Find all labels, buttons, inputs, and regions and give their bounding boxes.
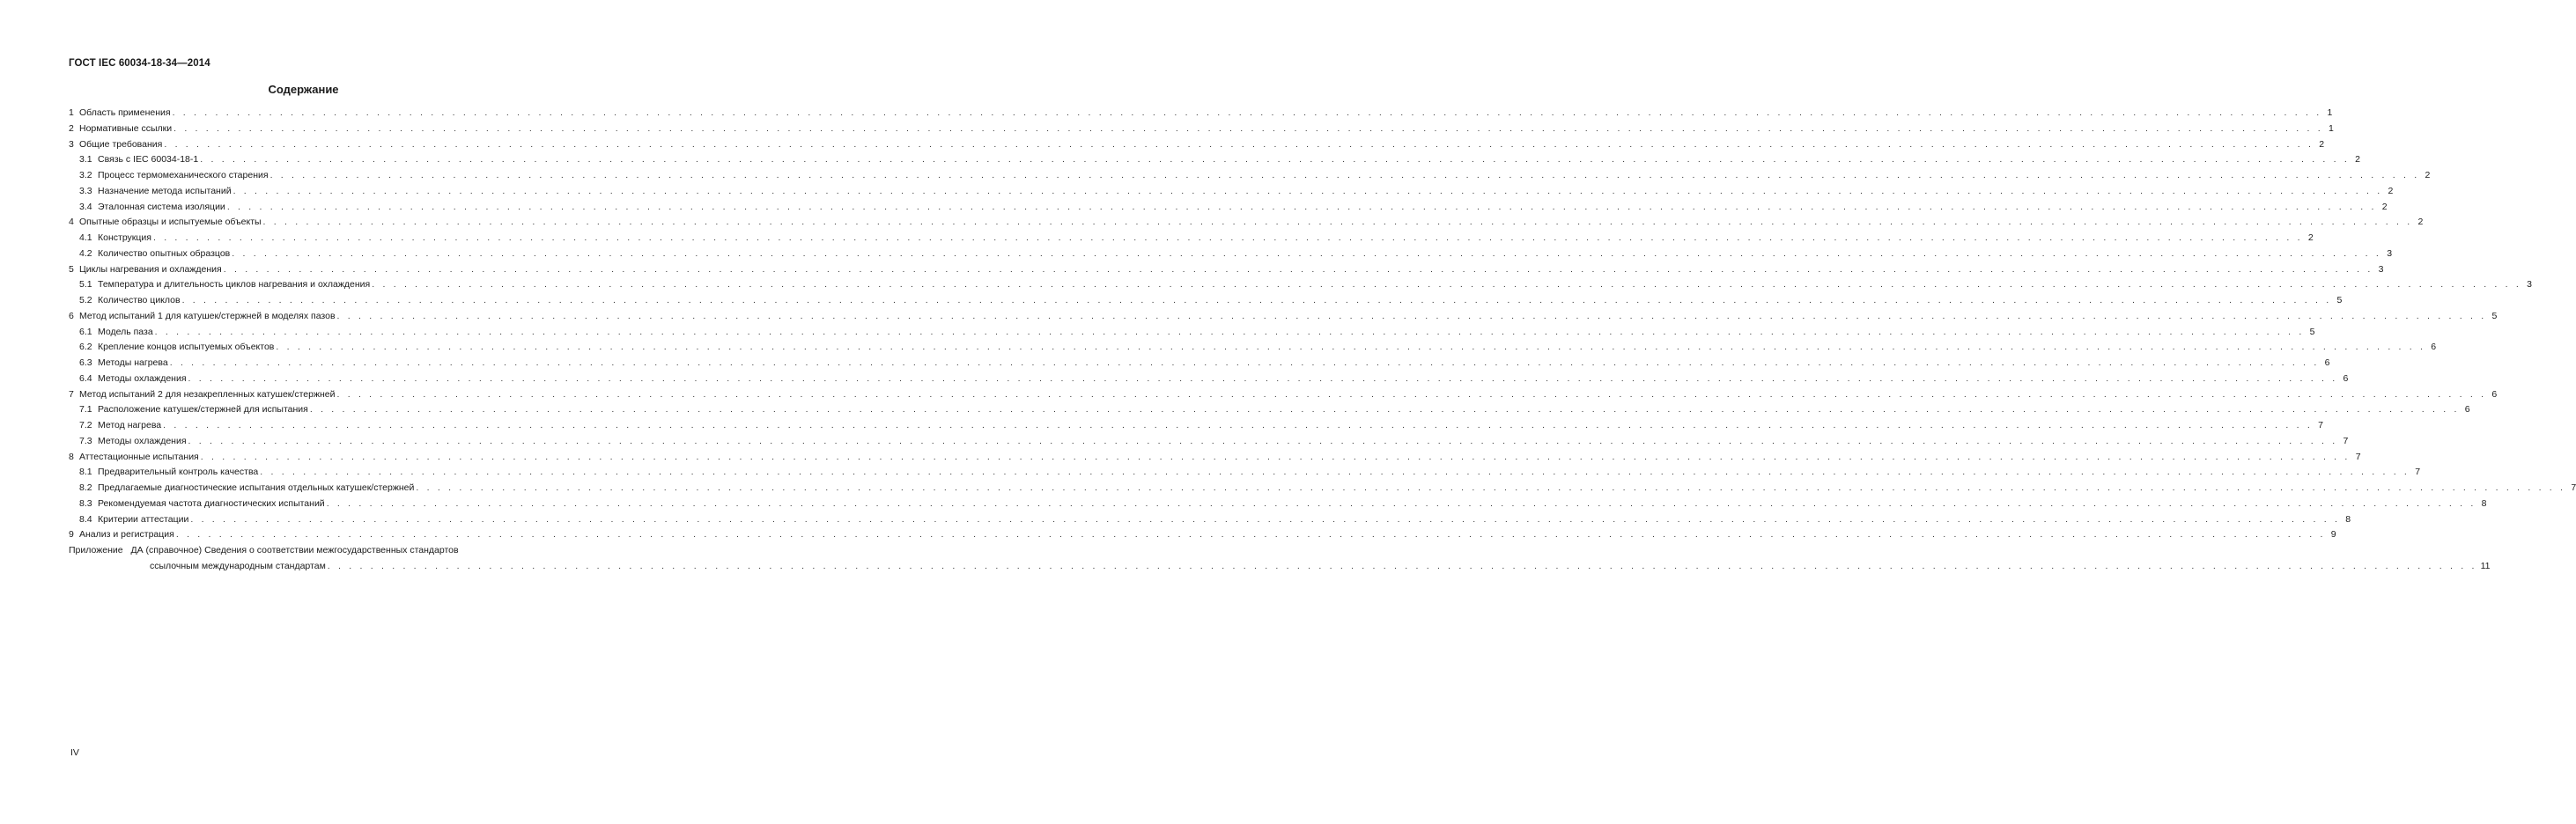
toc-entry-number: 4.2 (79, 247, 92, 259)
toc-entry-page: 1 (2329, 122, 2334, 134)
toc-entry-label: Методы нагрева (98, 357, 168, 368)
leader-dots: . . . . . . . . . . . . . . . . . . . . . . . . . . . . . . . . . . . . . . . . . . . . . . . . . . . . . . . . . . . . . . . . . . . . . . . . . . . . . . . . . . . . . . . . . . . . . . . . . . . . . . . . . . . . . . . . . . . . . . . . . . . . . . . . . . . . . . . . . . . . . . . . . . . . . . . . . . . . . . . . . . . . . . . . . . . . . . . . . . . . . . . . . . . . . . . . . . . . . . . . (269, 170, 2420, 180)
toc-entry-page: 6 (2491, 388, 2498, 400)
toc-entry-label: Циклы нагревания и охлаждения (79, 263, 222, 275)
toc-entry-number: 6.2 (79, 342, 92, 353)
toc-annex-line2 (69, 560, 2491, 577)
toc-entry (69, 467, 2421, 482)
toc-entry-number: 8 (69, 451, 74, 462)
toc-entry (69, 279, 2533, 295)
toc-entry-label: Связь с IEC 60034-18-1 (98, 154, 199, 166)
toc-entry-number: 3.4 (79, 201, 92, 212)
toc-entry-number: 9 (69, 529, 74, 541)
toc-entry (69, 217, 2424, 232)
annex-title-line2: ссылочным международным стандартам (150, 560, 326, 571)
toc-entry-number: 2 (69, 122, 74, 134)
toc-entry-page: 2 (2355, 154, 2361, 166)
annex-title-line1: Сведения о соответствии межгосударственных стандартов (204, 545, 459, 555)
leader-dots: . . . . . . . . . . . . . . . . . . . . . . . . . . . . . . . . . . . . . . . . . . . . . . . . . . . . . . . . . . . . . . . . . . . . . . . . . . . . . . . . . . . . . . . . . . . . . . . . . . . . . . . . . . . . . . . . . . . . . . . . . . . . . . . . . . . . . . . . . . . . . . . . . . . . . . . . . . . . . . . . . . . . . . . . . . . . . . . . . . . . . . . . . . . . . . . . . . . . . . . . (327, 560, 2477, 571)
leader-dots: . . . . . . . . . . . . . . . . . . . . . . . . . . . . . . . . . . . . . . . . . . . . . . . . . . . . . . . . . . . . . . . . . . . . . . . . . . . . . . . . . . . . . . . . . . . . . . . . . . . . . . . . . . . . . . . . . . . . . . . . . . . . . . . . . . . . . . . . . . . . . . . . . . . . . . . . . . . . . . . . . . . . . . . . . . . . . . . . . . . . . . . . . . . . . . . . . . . . . . . . (152, 232, 2303, 243)
toc-entry (69, 154, 2361, 170)
toc-entry-page: 2 (2417, 217, 2424, 228)
toc-entry-label: Опытные образцы и испытуемые объекты (79, 217, 262, 228)
toc-entry-number: 8.1 (79, 467, 92, 478)
toc-entry (69, 122, 2334, 139)
toc-entry-page: 3 (2527, 279, 2533, 291)
toc-entry-page: 6 (2431, 342, 2437, 353)
toc-entry-label: Количество циклов (98, 295, 181, 305)
toc-entry-number: 7 (69, 388, 74, 400)
toc-entry (69, 435, 2349, 452)
toc-entry (69, 497, 2487, 514)
toc-entry-label: Температура и длительность циклов нагревания и охлаждения (98, 279, 371, 291)
toc-entry (69, 372, 2349, 389)
toc-entry-label: Процесс термомеханического старения (98, 170, 269, 180)
toc-entry-page: 9 (2330, 529, 2336, 541)
leader-dots: . . . . . . . . . . . . . . . . . . . . . . . . . . . . . . . . . . . . . . . . . . . . . . . . . . . . . . . . . . . . . . . . . . . . . . . . . . . . . . . . . . . . . . . . . . . . . . . . . . . . . . . . . . . . . . . . . . . . . . . . . . . . . . . . . . . . . . . . . . . . . . . . . . . . . . . . . . . . . . . . . . . . . . . . . . . . . . . . . . . . . . . . . . . . . . . . . . . . . . . . (372, 279, 2522, 291)
leader-dots: . . . . . . . . . . . . . . . . . . . . . . . . . . . . . . . . . . . . . . . . . . . . . . . . . . . . . . . . . . . . . . . . . . . . . . . . . . . . . . . . . . . . . . . . . . . . . . . . . . . . . . . . . . . . . . . . . . . . . . . . . . . . . . . . . . . . . . . . . . . . . . . . . . . . . . . . . . . . . . . . . . . . . . . . . . . . . . . . . . . . . . . . . . . . . . . . . . . . . . . . (154, 326, 2305, 337)
document-header: ГОСТ IEC 60034-18-34—2014 (69, 58, 210, 69)
toc-entry (69, 420, 2323, 436)
toc-annex (69, 545, 541, 561)
toc-entry-page: 7 (2571, 482, 2576, 493)
toc-entry-label: Предварительный контроль качества (98, 467, 259, 478)
leader-dots: . . . . . . . . . . . . . . . . . . . . . . . . . . . . . . . . . . . . . . . . . . . . . . . . . . . . . . . . . . . . . . . . . . . . . . . . . . . . . . . . . . . . . . . . . . . . . . . . . . . . . . . . . . . . . . . . . . . . . . . . . . . . . . . . . . . . . . . . . . . . . . . . . . . . . . . . . . . . . . . . . . . . . . . . . . . . . . . . . . . . . . . . . . . . . . . . . . . . . . . . (175, 529, 2326, 541)
toc-entry (69, 529, 2336, 545)
leader-dots: . . . . . . . . . . . . . . . . . . . . . . . . . . . . . . . . . . . . . . . . . . . . . . . . . . . . . . . . . . . . . . . . . . . . . . . . . . . . . . . . . . . . . . . . . . . . . . . . . . . . . . . . . . . . . . . . . . . . . . . . . . . . . . . . . . . . . . . . . . . . . . . . . . . . . . . . . . . . . . . . . . . . . . . . . . . . . . . . . . . . . . . . . . . . . . . . . . . . . . . . (200, 154, 2351, 166)
annex-designation: ДА (справочное) (130, 545, 203, 555)
leader-dots: . . . . . . . . . . . . . . . . . . . . . . . . . . . . . . . . . . . . . . . . . . . . . . . . . . . . . . . . . . . . . . . . . . . . . . . . . . . . . . . . . . . . . . . . . . . . . . . . . . . . . . . . . . . . . . . . . . . . . . . . . . . . . . . . . . . . . . . . . . . . . . . . . . . . . . . . . . . . . . . . . . . . . . . . . . . . . . . . . . . . . . . . . . . . . . . . . . . . . . . . (163, 420, 2313, 430)
toc-entry (69, 170, 2431, 186)
toc-entry-page: 8 (2345, 513, 2351, 525)
toc-entry-number: 8.4 (79, 513, 92, 525)
toc-entry-page: 2 (2425, 170, 2431, 180)
toc-entry (69, 247, 2393, 264)
toc-entry-page: 3 (2387, 247, 2393, 259)
leader-dots: . . . . . . . . . . . . . . . . . . . . . . . . . . . . . . . . . . . . . . . . . . . . . . . . . . . . . . . . . . . . . . . . . . . . . . . . . . . . . . . . . . . . . . . . . . . . . . . . . . . . . . . . . . . . . . . . . . . . . . . . . . . . . . . . . . . . . . . . . . . . . . . . . . . . . . . . . . . . . . . . . . . . . . . . . . . . . . . . . . . . . . . . . . . . . . . . . . . . . . . . (336, 388, 2487, 400)
leader-dots: . . . . . . . . . . . . . . . . . . . . . . . . . . . . . . . . . . . . . . . . . . . . . . . . . . . . . . . . . . . . . . . . . . . . . . . . . . . . . . . . . . . . . . . . . . . . . . . . . . . . . . . . . . . . . . . . . . . . . . . . . . . . . . . . . . . . . . . . . . . . . . . . . . . . . . . . . . . . . . . . . . . . . . . . . . . . . . . . . . . . . . . . . . . . . . . . . . . . . . . . (276, 342, 2426, 353)
leader-dots: . . . . . . . . . . . . . . . . . . . . . . . . . . . . . . . . . . . . . . . . . . . . . . . . . . . . . . . . . . . . . . . . . . . . . . . . . . . . . . . . . . . . . . . . . . . . . . . . . . . . . . . . . . . . . . . . . . . . . . . . . . . . . . . . . . . . . . . . . . . . . . . . . . . . . . . . . . . . . . . . . . . . . . . . . . . . . . . . . . . . . . . . . . . . . . . . . . . . . . . . (233, 185, 2383, 196)
toc-entry-page: 1 (2327, 107, 2333, 118)
toc-entry-label: Анализ и регистрация (79, 529, 174, 541)
toc-entry-label: Общие требования (79, 138, 163, 150)
leader-dots: . . . . . . . . . . . . . . . . . . . . . . . . . . . . . . . . . . . . . . . . . . . . . . . . . . . . . . . . . . . . . . . . . . . . . . . . . . . . . . . . . . . . . . . . . . . . . . . . . . . . . . . . . . . . . . . . . . . . . . . . . . . . . . . . . . . . . . . . . . . . . . . . . . . . . . . . . . . . . . . . . . . . . . . . . . . . . . . . . . . . . . . . . . . . . . . . . . . . . . . . (262, 217, 2413, 228)
toc-entry-page: 5 (2336, 295, 2343, 305)
toc-entry (69, 232, 2314, 248)
leader-dots: . . . . . . . . . . . . . . . . . . . . . . . . . . . . . . . . . . . . . . . . . . . . . . . . . . . . . . . . . . . . . . . . . . . . . . . . . . . . . . . . . . . . . . . . . . . . . . . . . . . . . . . . . . . . . . . . . . . . . . . . . . . . . . . . . . . . . . . . . . . . . . . . . . . . . . . . . . . . . . . . . . . . . . . . . . . . . . . . . . . . . . . . . . . . . . . . . . . . . . . . (188, 372, 2338, 384)
toc-entry (69, 388, 2498, 405)
toc-entry-label: Конструкция (98, 232, 151, 243)
toc-entry-page: 2 (2381, 201, 2388, 212)
toc-entry-page: 2 (2307, 232, 2314, 243)
leader-dots: . . . . . . . . . . . . . . . . . . . . . . . . . . . . . . . . . . . . . . . . . . . . . . . . . . . . . . . . . . . . . . . . . . . . . . . . . . . . . . . . . . . . . . . . . . . . . . . . . . . . . . . . . . . . . . . . . . . . . . . . . . . . . . . . . . . . . . . . . . . . . . . . . . . . . . . . . . . . . . . . . . . . . . . . . . . . . . . . . . . . . . . . . . . . . . . . . . . . . . . . (232, 247, 2382, 259)
toc-entry-page: 7 (2355, 451, 2361, 462)
toc-entry-label: Область применения (79, 107, 171, 118)
toc-entry-label: Методы охлаждения (98, 372, 187, 384)
toc-title: Содержание (268, 83, 339, 96)
toc-entry (69, 201, 2388, 217)
leader-dots: . . . . . . . . . . . . . . . . . . . . . . . . . . . . . . . . . . . . . . . . . . . . . . . . . . . . . . . . . . . . . . . . . . . . . . . . . . . . . . . . . . . . . . . . . . . . . . . . . . . . . . . . . . . . . . . . . . . . . . . . . . . . . . . . . . . . . . . . . . . . . . . . . . . . . . . . . . . . . . . . . . . . . . . . . . . . . . . . . . . . . . . . . . . . . . . . . . . . . . . . (181, 295, 2332, 305)
toc-entry (69, 310, 2498, 327)
toc-entry-number: 5 (69, 263, 74, 275)
toc-entry-number: 3 (69, 138, 74, 150)
toc-entry-label: Предлагаемые диагностические испытания отдельных катушек/стержней (98, 482, 415, 493)
leader-dots: . . . . . . . . . . . . . . . . . . . . . . . . . . . . . . . . . . . . . . . . . . . . . . . . . . . . . . . . . . . . . . . . . . . . . . . . . . . . . . . . . . . . . . . . . . . . . . . . . . . . . . . . . . . . . . . . . . . . . . . . . . . . . . . . . . . . . . . . . . . . . . . . . . . . . . . . . . . . . . . . . . . . . . . . . . . . . . . . . . . . . . . . . . . . . . . . . . . . . . . . (416, 482, 2566, 493)
leader-dots: . . . . . . . . . . . . . . . . . . . . . . . . . . . . . . . . . . . . . . . . . . . . . . . . . . . . . . . . . . . . . . . . . . . . . . . . . . . . . . . . . . . . . . . . . . . . . . . . . . . . . . . . . . . . . . . . . . . . . . . . . . . . . . . . . . . . . . . . . . . . . . . . . . . . . . . . . . . . . . . . . . . . . . . . . . . . . . . . . . . . . . . . . . . . . . . . . . . . . . . . (164, 138, 2314, 150)
annex-prefix: Приложение (69, 545, 123, 555)
toc-entry (69, 451, 2361, 467)
toc-entry (69, 138, 2325, 155)
toc-entry-page: 6 (2464, 404, 2470, 416)
toc-entry-label: Модель паза (98, 326, 153, 337)
toc-entry (69, 342, 2437, 357)
toc-entry (69, 263, 2384, 280)
leader-dots: . . . . . . . . . . . . . . . . . . . . . . . . . . . . . . . . . . . . . . . . . . . . . . . . . . . . . . . . . . . . . . . . . . . . . . . . . . . . . . . . . . . . . . . . . . . . . . . . . . . . . . . . . . . . . . . . . . . . . . . . . . . . . . . . . . . . . . . . . . . . . . . . . . . . . . . . . . . . . . . . . . . . . . . . . . . . . . . . . . . . . . . . . . . . . . . . . . . . . . . . (326, 497, 2476, 509)
annex-page: 11 (2480, 560, 2491, 571)
toc-entry (69, 295, 2343, 311)
leader-dots: . . . . . . . . . . . . . . . . . . . . . . . . . . . . . . . . . . . . . . . . . . . . . . . . . . . . . . . . . . . . . . . . . . . . . . . . . . . . . . . . . . . . . . . . . . . . . . . . . . . . . . . . . . . . . . . . . . . . . . . . . . . . . . . . . . . . . . . . . . . . . . . . . . . . . . . . . . . . . . . . . . . . . . . . . . . . . . . . . . . . . . . . . . . . . . . . . . . . . . . . (190, 513, 2341, 525)
leader-dots: . . . . . . . . . . . . . . . . . . . . . . . . . . . . . . . . . . . . . . . . . . . . . . . . . . . . . . . . . . . . . . . . . . . . . . . . . . . . . . . . . . . . . . . . . . . . . . . . . . . . . . . . . . . . . . . . . . . . . . . . . . . . . . . . . . . . . . . . . . . . . . . . . . . . . . . . . . . . . . . . . . . . . . . . . . . . . . . . . . . . . . . . . . . . . . . . . . . . . . . . (226, 201, 2377, 212)
toc-entry-label: Методы охлаждения (98, 435, 187, 446)
toc-entry-label: Расположение катушек/стержней для испытания (98, 404, 308, 416)
toc-entry-label: Нормативные ссылки (79, 122, 173, 134)
toc-entry (69, 513, 2351, 530)
toc-entry-page: 6 (2343, 372, 2349, 384)
toc-entry (69, 482, 2576, 498)
toc-entry-page: 5 (2309, 326, 2315, 337)
toc-entry-label: Аттестационные испытания (79, 451, 199, 462)
toc-entry (69, 357, 2330, 373)
toc-entry-label: Метод испытаний 2 для незакрепленных катушек/стержней (79, 388, 336, 400)
toc-entry-number: 6 (69, 310, 74, 321)
toc-entry-label: Рекомендуемая частота диагностических испытаний (98, 497, 325, 509)
toc-entry-label: Крепление концов испытуемых объектов (98, 342, 275, 353)
toc-entry-label: Метод испытаний 1 для катушек/стержней в моделях пазов (79, 310, 336, 321)
toc-entry-label: Количество опытных образцов (98, 247, 231, 259)
toc-entry-number: 8.3 (79, 497, 92, 509)
toc-entry-number: 3.1 (79, 154, 92, 166)
toc-entry-number: 3.2 (79, 170, 92, 180)
toc-entry-number: 3.3 (79, 185, 92, 196)
leader-dots: . . . . . . . . . . . . . . . . . . . . . . . . . . . . . . . . . . . . . . . . . . . . . . . . . . . . . . . . . . . . . . . . . . . . . . . . . . . . . . . . . . . . . . . . . . . . . . . . . . . . . . . . . . . . . . . . . . . . . . . . . . . . . . . . . . . . . . . . . . . . . . . . . . . . . . . . . . . . . . . . . . . . . . . . . . . . . . . . . . . . . . . . . . . . . . . . . . . . . . . . (173, 122, 2323, 134)
toc-entry-number: 7.2 (79, 420, 92, 430)
toc-entry-page: 2 (2388, 185, 2394, 196)
toc-entry (69, 107, 2333, 123)
toc-entry-number: 6.1 (79, 326, 92, 337)
toc-entry-number: 4.1 (79, 232, 92, 243)
toc-entry-page: 3 (2378, 263, 2384, 275)
leader-dots: . . . . . . . . . . . . . . . . . . . . . . . . . . . . . . . . . . . . . . . . . . . . . . . . . . . . . . . . . . . . . . . . . . . . . . . . . . . . . . . . . . . . . . . . . . . . . . . . . . . . . . . . . . . . . . . . . . . . . . . . . . . . . . . . . . . . . . . . . . . . . . . . . . . . . . . . . . . . . . . . . . . . . . . . . . . . . . . . . . . . . . . . . . . . . . . . . . . . . . . . (260, 467, 2410, 478)
leader-dots: . . . . . . . . . . . . . . . . . . . . . . . . . . . . . . . . . . . . . . . . . . . . . . . . . . . . . . . . . . . . . . . . . . . . . . . . . . . . . . . . . . . . . . . . . . . . . . . . . . . . . . . . . . . . . . . . . . . . . . . . . . . . . . . . . . . . . . . . . . . . . . . . . . . . . . . . . . . . . . . . . . . . . . . . . . . . . . . . . . . . . . . . . . . . . . . . . . . . . . . . (309, 404, 2460, 416)
page-number: IV (70, 747, 79, 758)
toc-entry (69, 326, 2315, 342)
leader-dots: . . . . . . . . . . . . . . . . . . . . . . . . . . . . . . . . . . . . . . . . . . . . . . . . . . . . . . . . . . . . . . . . . . . . . . . . . . . . . . . . . . . . . . . . . . . . . . . . . . . . . . . . . . . . . . . . . . . . . . . . . . . . . . . . . . . . . . . . . . . . . . . . . . . . . . . . . . . . . . . . . . . . . . . . . . . . . . . . . . . . . . . . . . . . . . . . . . . . . . . . (200, 451, 2351, 462)
leader-dots: . . . . . . . . . . . . . . . . . . . . . . . . . . . . . . . . . . . . . . . . . . . . . . . . . . . . . . . . . . . . . . . . . . . . . . . . . . . . . . . . . . . . . . . . . . . . . . . . . . . . . . . . . . . . . . . . . . . . . . . . . . . . . . . . . . . . . . . . . . . . . . . . . . . . . . . . . . . . . . . . . . . . . . . . . . . . . . . . . . . . . . . . . . . . . . . . . . . . . . . . (188, 435, 2338, 446)
toc-entry-page: 7 (2343, 435, 2349, 446)
toc-entry-page: 6 (2324, 357, 2330, 368)
toc-entry (69, 185, 2394, 202)
toc-entry-label: Эталонная система изоляции (98, 201, 225, 212)
leader-dots: . . . . . . . . . . . . . . . . . . . . . . . . . . . . . . . . . . . . . . . . . . . . . . . . . . . . . . . . . . . . . . . . . . . . . . . . . . . . . . . . . . . . . . . . . . . . . . . . . . . . . . . . . . . . . . . . . . . . . . . . . . . . . . . . . . . . . . . . . . . . . . . . . . . . . . . . . . . . . . . . . . . . . . . . . . . . . . . . . . . . . . . . . . . . . . . . . . . . . . . . (336, 310, 2487, 321)
toc-entry-page: 7 (2415, 467, 2421, 478)
table-of-contents (69, 107, 2576, 577)
toc-entry-label: Критерии аттестации (98, 513, 189, 525)
toc-entry-number: 7.1 (79, 404, 92, 416)
toc-entry-page: 2 (2319, 138, 2325, 150)
toc-entry-label: Метод нагрева (98, 420, 162, 430)
toc-entry-number: 6.3 (79, 357, 92, 368)
toc-entry-page: 7 (2318, 420, 2323, 430)
toc-entry-number: 6.4 (79, 372, 92, 384)
toc-entry-label: Назначение метода испытаний (98, 185, 232, 196)
leader-dots: . . . . . . . . . . . . . . . . . . . . . . . . . . . . . . . . . . . . . . . . . . . . . . . . . . . . . . . . . . . . . . . . . . . . . . . . . . . . . . . . . . . . . . . . . . . . . . . . . . . . . . . . . . . . . . . . . . . . . . . . . . . . . . . . . . . . . . . . . . . . . . . . . . . . . . . . . . . . . . . . . . . . . . . . . . . . . . . . . . . . . . . . . . . . . . . . . . . . . . . . (169, 357, 2320, 368)
toc-entry-number: 8.2 (79, 482, 92, 493)
toc-entry-page: 8 (2481, 497, 2487, 509)
leader-dots: . . . . . . . . . . . . . . . . . . . . . . . . . . . . . . . . . . . . . . . . . . . . . . . . . . . . . . . . . . . . . . . . . . . . . . . . . . . . . . . . . . . . . . . . . . . . . . . . . . . . . . . . . . . . . . . . . . . . . . . . . . . . . . . . . . . . . . . . . . . . . . . . . . . . . . . . . . . . . . . . . . . . . . . . . . . . . . . . . . . . . . . . . . . . . . . . . . . . . . . . (172, 107, 2322, 118)
toc-entry (69, 404, 2470, 420)
toc-entry-number: 5.2 (79, 295, 92, 305)
toc-entry-number: 1 (69, 107, 74, 118)
toc-entry-page: 5 (2491, 310, 2498, 321)
leader-dots: . . . . . . . . . . . . . . . . . . . . . . . . . . . . . . . . . . . . . . . . . . . . . . . . . . . . . . . . . . . . . . . . . . . . . . . . . . . . . . . . . . . . . . . . . . . . . . . . . . . . . . . . . . . . . . . . . . . . . . . . . . . . . . . . . . . . . . . . . . . . . . . . . . . . . . . . . . . . . . . . . . . . . . . . . . . . . . . . . . . . . . . . . . . . . . . . . . . . . . . . (223, 263, 2373, 275)
toc-entry-number: 7.3 (79, 435, 92, 446)
toc-entry-number: 5.1 (79, 279, 92, 291)
toc-entry-number: 4 (69, 217, 74, 228)
